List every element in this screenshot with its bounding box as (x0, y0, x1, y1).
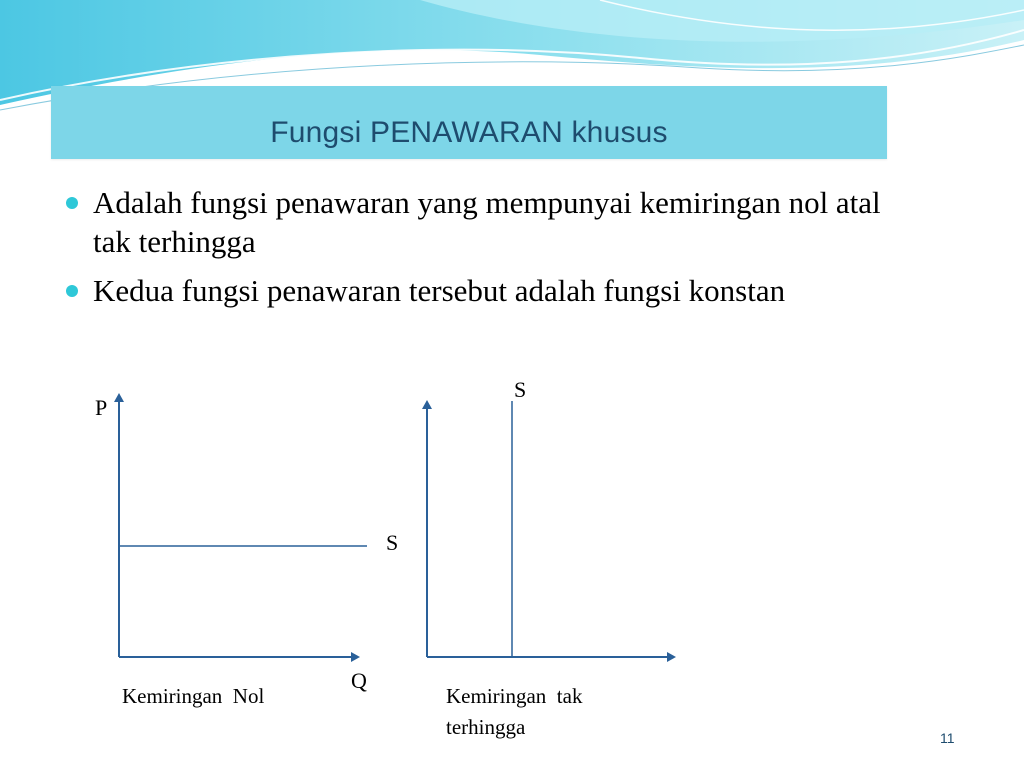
page-number: 11 (940, 730, 955, 746)
supply-curves-diagram (0, 360, 1024, 768)
left-x-axis-label: Q (351, 668, 367, 693)
title-bar (51, 86, 887, 159)
bullet-dot-icon (66, 197, 78, 209)
right-caption-line2: terhingga (446, 715, 526, 739)
left-caption: Kemiringan Nol (122, 684, 265, 708)
bullet-text: Adalah fungsi penawaran yang mempunyai kemiringan nol atal tak terhingga (93, 185, 881, 259)
left-y-axis-label: P (95, 395, 108, 420)
right-caption-line1: Kemiringan tak (446, 684, 583, 708)
bullet-item (62, 183, 882, 261)
bullet-dot-icon (66, 285, 78, 297)
left-supply-label: S (386, 530, 399, 555)
bullet-list (62, 183, 882, 320)
bullet-text: Kedua fungsi penawaran tersebut adalah fungsi konstan (93, 273, 786, 308)
slide-title: Fungsi PENAWARAN khusus (270, 116, 668, 149)
bullet-item (62, 271, 882, 310)
right-supply-label: S (514, 377, 527, 402)
